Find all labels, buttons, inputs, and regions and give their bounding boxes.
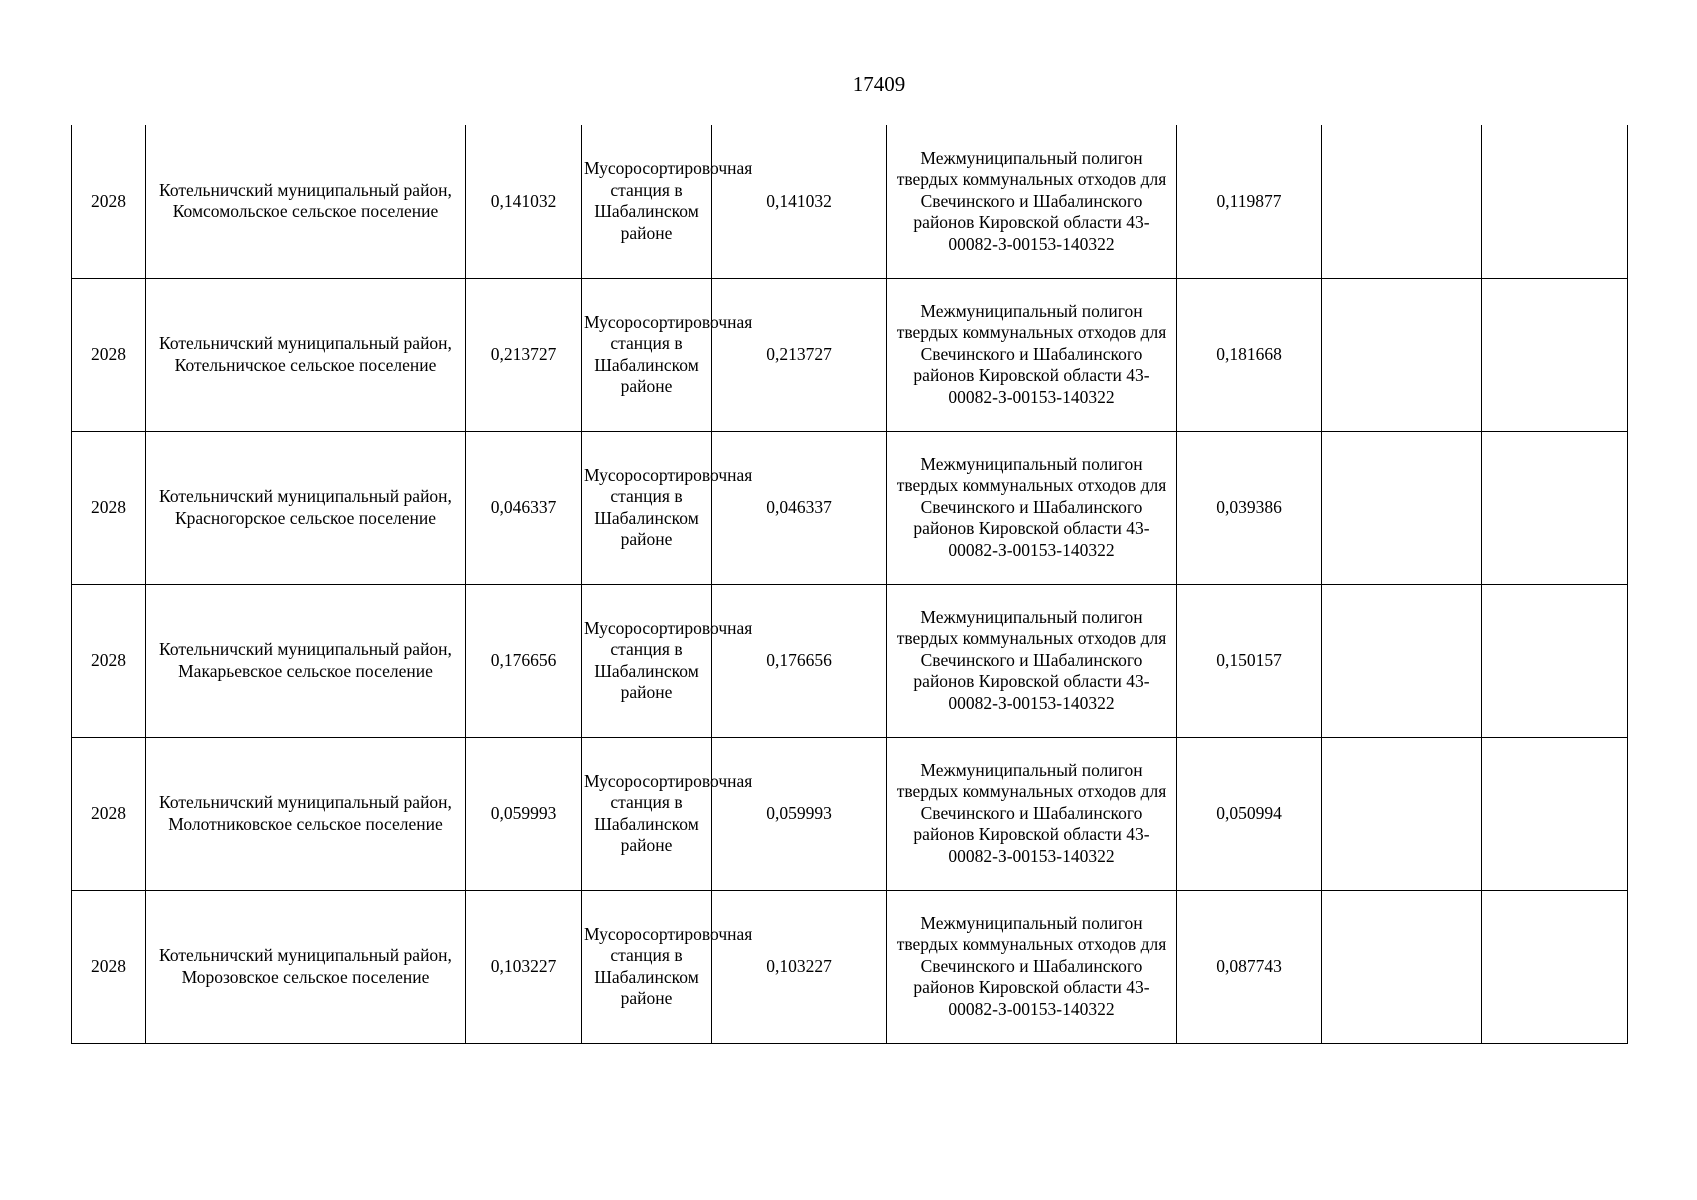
- processing-object-cell: Мусоросортировочная станция в Шабалинском районе: [582, 890, 712, 1043]
- volume-processed-cell: 0,213727: [712, 278, 887, 431]
- volume-disposed-cell: 0,181668: [1177, 278, 1322, 431]
- year-cell: 2028: [72, 737, 146, 890]
- volume-generated-cell: 0,046337: [466, 431, 582, 584]
- volume-generated-cell: 0,141032: [466, 125, 582, 278]
- processing-object-cell: Мусоросортировочная станция в Шабалинском районе: [582, 278, 712, 431]
- disposal-object-cell: Межмуниципальный полигон твердых коммунальных отходов для Свечинского и Шабалинского районов Кировской области 43-00082-З-00153-140322: [887, 431, 1177, 584]
- disposal-object-cell: Межмуниципальный полигон твердых коммунальных отходов для Свечинского и Шабалинского районов Кировской области 43-00082-З-00153-140322: [887, 278, 1177, 431]
- volume-generated-cell: 0,059993: [466, 737, 582, 890]
- table-row: [72, 890, 1628, 1043]
- empty-cell: [1482, 737, 1628, 890]
- table-body: [72, 125, 1628, 1043]
- volume-disposed-cell: 0,150157: [1177, 584, 1322, 737]
- disposal-object-cell: Межмуниципальный полигон твердых коммунальных отходов для Свечинского и Шабалинского районов Кировской области 43-00082-З-00153-140322: [887, 737, 1177, 890]
- processing-object-cell: Мусоросортировочная станция в Шабалинском районе: [582, 431, 712, 584]
- empty-cell: [1482, 584, 1628, 737]
- empty-cell: [1322, 737, 1482, 890]
- empty-cell: [1322, 125, 1482, 278]
- volume-generated-cell: 0,213727: [466, 278, 582, 431]
- waste-flow-table: [71, 125, 1628, 1044]
- disposal-object-cell: Межмуниципальный полигон твердых коммунальных отходов для Свечинского и Шабалинского районов Кировской области 43-00082-З-00153-140322: [887, 125, 1177, 278]
- volume-processed-cell: 0,059993: [712, 737, 887, 890]
- year-cell: 2028: [72, 431, 146, 584]
- volume-generated-cell: 0,176656: [466, 584, 582, 737]
- territory-cell: Котельничский муниципальный район, Молотниковское сельское поселение: [146, 737, 466, 890]
- table-row: [72, 431, 1628, 584]
- processing-object-cell: Мусоросортировочная станция в Шабалинском районе: [582, 737, 712, 890]
- empty-cell: [1322, 431, 1482, 584]
- table-row: [72, 278, 1628, 431]
- empty-cell: [1482, 890, 1628, 1043]
- volume-generated-cell: 0,103227: [466, 890, 582, 1043]
- territory-cell: Котельничский муниципальный район, Макарьевское сельское поселение: [146, 584, 466, 737]
- empty-cell: [1322, 584, 1482, 737]
- year-cell: 2028: [72, 278, 146, 431]
- volume-disposed-cell: 0,039386: [1177, 431, 1322, 584]
- table-row: [72, 584, 1628, 737]
- volume-processed-cell: 0,141032: [712, 125, 887, 278]
- empty-cell: [1322, 890, 1482, 1043]
- empty-cell: [1482, 125, 1628, 278]
- table-row: [72, 737, 1628, 890]
- processing-object-cell: Мусоросортировочная станция в Шабалинском районе: [582, 125, 712, 278]
- table-row: [72, 125, 1628, 278]
- disposal-object-cell: Межмуниципальный полигон твердых коммунальных отходов для Свечинского и Шабалинского районов Кировской области 43-00082-З-00153-140322: [887, 584, 1177, 737]
- year-cell: 2028: [72, 125, 146, 278]
- volume-disposed-cell: 0,087743: [1177, 890, 1322, 1043]
- territory-cell: Котельничский муниципальный район, Комсомольское сельское поселение: [146, 125, 466, 278]
- territory-cell: Котельничский муниципальный район, Котельничское сельское поселение: [146, 278, 466, 431]
- volume-processed-cell: 0,103227: [712, 890, 887, 1043]
- empty-cell: [1482, 278, 1628, 431]
- disposal-object-cell: Межмуниципальный полигон твердых коммунальных отходов для Свечинского и Шабалинского районов Кировской области 43-00082-З-00153-140322: [887, 890, 1177, 1043]
- territory-cell: Котельничский муниципальный район, Морозовское сельское поселение: [146, 890, 466, 1043]
- volume-disposed-cell: 0,050994: [1177, 737, 1322, 890]
- volume-processed-cell: 0,176656: [712, 584, 887, 737]
- page-number: 17409: [852, 72, 906, 96]
- empty-cell: [1482, 431, 1628, 584]
- year-cell: 2028: [72, 584, 146, 737]
- volume-processed-cell: 0,046337: [712, 431, 887, 584]
- volume-disposed-cell: 0,119877: [1177, 125, 1322, 278]
- processing-object-cell: Мусоросортировочная станция в Шабалинском районе: [582, 584, 712, 737]
- territory-cell: Котельничский муниципальный район, Красногорское сельское поселение: [146, 431, 466, 584]
- year-cell: 2028: [72, 890, 146, 1043]
- empty-cell: [1322, 278, 1482, 431]
